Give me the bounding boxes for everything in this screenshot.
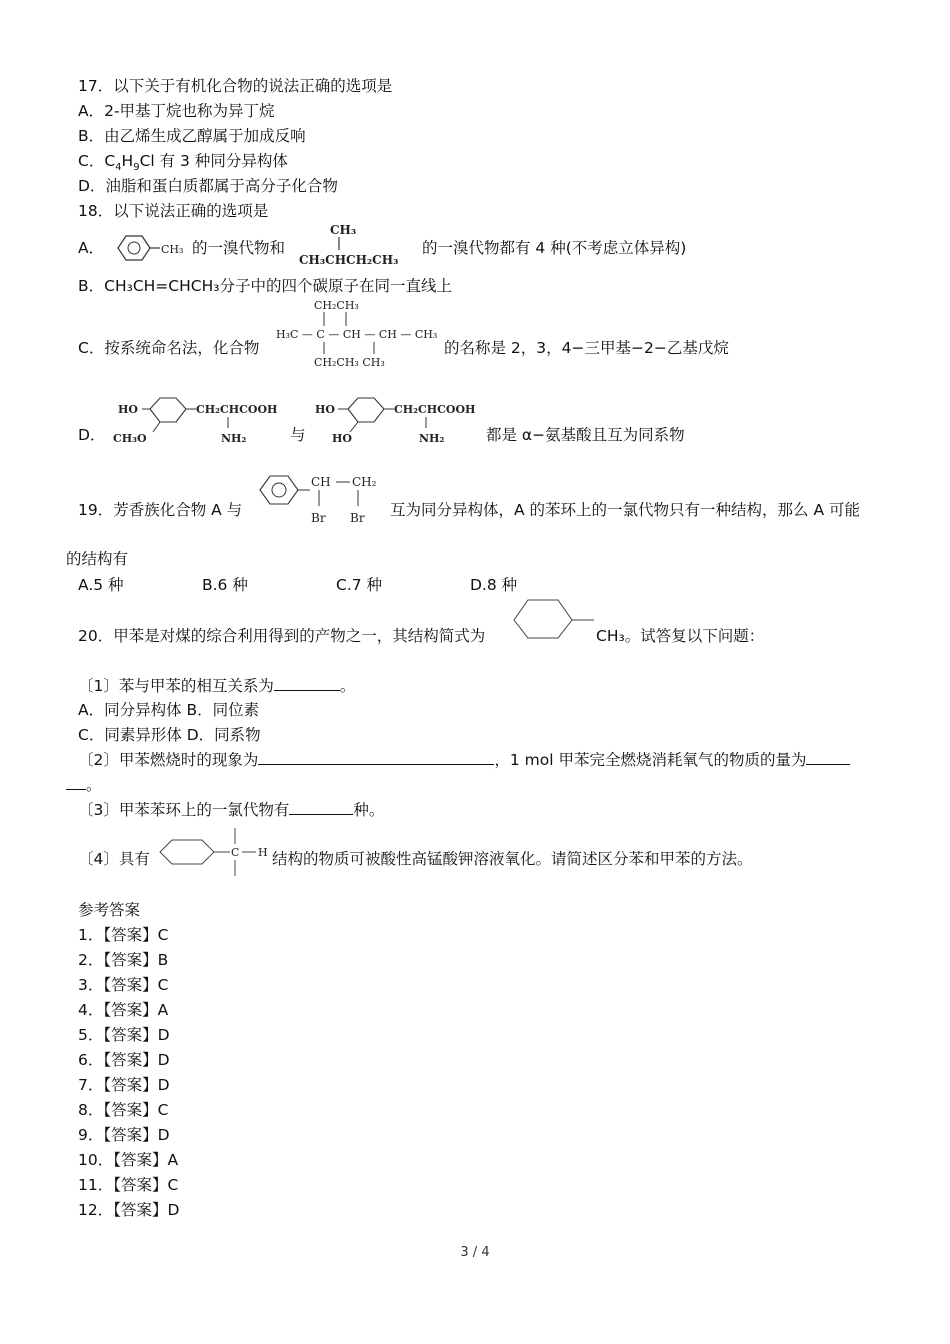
q20-p1-options-cd: C．同素异形体 D．同系物	[78, 726, 261, 744]
q19-stem-a: 19．芳香族化合物 A 与	[78, 501, 243, 519]
q19-option-c: C.7 种	[336, 576, 383, 594]
q20-p1-text: 〔1〕苯与甲苯的相互关系为	[78, 677, 274, 695]
q19-option-a: A.5 种	[78, 576, 124, 594]
benzyl-ch-structure	[156, 824, 276, 880]
q18-d-mid: 与	[290, 426, 306, 444]
ho-label: HO	[118, 403, 138, 416]
q20-stem-a: 20．甲苯是对煤的综合利用得到的产物之一，其结构简式为	[78, 627, 486, 645]
main-chain-label: CH₃CHCH₂CH₃	[299, 253, 399, 267]
answer-item: 5．【答案】D	[78, 1026, 170, 1044]
answer-item: 11．【答案】C	[78, 1176, 179, 1194]
q17-c-sub2: 9	[133, 162, 140, 174]
q17-c-mid: H	[121, 152, 134, 170]
answer-item: 9．【答案】D	[78, 1126, 170, 1144]
q17-option-d: D．油脂和蛋白质都属于高分子化合物	[78, 177, 338, 195]
q19-stem-c: 的结构有	[66, 550, 129, 568]
q20-part2	[78, 750, 850, 770]
q20-p3-b: 种。	[353, 801, 385, 819]
q18-a-mid: 的一溴代物和	[192, 239, 286, 257]
answers-title: 参考答案	[78, 901, 141, 919]
q20-p3-a: 〔3〕甲苯苯环上的一氯代物有	[78, 801, 290, 819]
q20-p4-b: 结构的物质可被酸性高锰酸钾溶液氧化。请简述区分苯和甲苯的方法。	[272, 850, 753, 868]
q17-option-a: A．2-甲基丁烷也称为异丁烷	[78, 102, 275, 120]
dibromide-structure	[254, 468, 390, 530]
q20-stem-b: CH₃。试答复以下问题：	[596, 627, 765, 645]
q20-part1	[78, 676, 355, 696]
answer-blank-4[interactable]	[289, 800, 353, 815]
q20-p1-end: 。	[339, 677, 356, 695]
answer-item: 10．【答案】A	[78, 1151, 179, 1169]
carbon-label: C	[231, 846, 240, 859]
bottom-substituents-label: CH₂CH₃ CH₃	[314, 356, 385, 369]
q19-option-b: B.6 种	[202, 576, 248, 594]
toluene-structure-b	[510, 596, 596, 642]
side-chain-label-2: CH₂CHCOOH	[394, 403, 476, 416]
answer-item: 8．【答案】C	[78, 1101, 169, 1119]
q18-c-label: C．按系统命名法，化合物	[78, 339, 260, 357]
answer-blank-2[interactable]	[258, 750, 494, 765]
answer-item: 7．【答案】D	[78, 1076, 170, 1094]
ch2-label: CH₂	[352, 475, 377, 489]
br-label-2: Br	[350, 511, 365, 525]
q18-d-end: 都是 α−氨基酸且互为同系物	[486, 426, 685, 444]
nh2-label: NH₂	[221, 432, 247, 445]
q19-option-d: D.8 种	[470, 576, 518, 594]
answer-item: 1．【答案】C	[78, 926, 169, 944]
q20-part2-cont	[66, 775, 102, 795]
answer-item: 2．【答案】B	[78, 951, 169, 969]
answer-item: 6．【答案】D	[78, 1051, 170, 1069]
branched-alkane-structure	[274, 296, 440, 374]
q18-d-label: D．	[78, 426, 106, 444]
q17-stem: 17．以下关于有机化合物的说法正确的选项是	[78, 77, 393, 95]
ch-label: CH	[311, 475, 331, 489]
methylbutane-structure	[296, 220, 418, 270]
page-number: 3 / 4	[460, 1245, 490, 1260]
q17-c-sub1: 4	[115, 162, 122, 174]
answer-item: 3．【答案】C	[78, 976, 169, 994]
q20-part3	[78, 800, 384, 820]
hydrogen-label: H	[258, 846, 268, 859]
answer-item: 12．【答案】D	[78, 1201, 180, 1219]
ho-label-2a: HO	[315, 403, 335, 416]
q18-c-end: 的名称是 2，3，4−三甲基−2−乙基戊烷	[444, 339, 729, 357]
q17-option-b: B．由乙烯生成乙醇属于加成反响	[78, 127, 306, 145]
toluene-structure-a	[108, 230, 188, 266]
q17-c-pre: C．C	[78, 152, 116, 170]
amino-acid-structure-1	[108, 392, 288, 452]
ch3-label: CH₃	[161, 243, 184, 256]
q17-c-post: Cl 有 3 种同分异构体	[139, 152, 288, 170]
q18-a-label: A．	[78, 239, 105, 257]
nh2-label-2: NH₂	[419, 432, 445, 445]
main-chain-c-label: H₃C — C — CH — CH — CH₃	[276, 328, 438, 341]
ho-label-2b: HO	[332, 432, 352, 445]
side-chain-label: CH₂CHCOOH	[196, 403, 278, 416]
amino-acid-structure-2	[310, 392, 490, 452]
methyl-branch-label: CH₃	[330, 223, 357, 237]
q18-option-b: B．CH₃CH=CHCH₃分子中的四个碳原子在同一直线上	[78, 277, 452, 295]
q20-p4-a: 〔4〕具有	[78, 850, 150, 868]
q20-p2-a: 〔2〕甲苯燃烧时的现象为	[78, 751, 259, 769]
q20-p2-b: ，1 mol 甲苯完全燃烧消耗氧气的物质的量为	[494, 751, 807, 769]
answer-item: 4．【答案】A	[78, 1001, 169, 1019]
q18-a-end: 的一溴代物都有 4 种(不考虑立体异构)	[422, 239, 687, 257]
q20-p2-end: 。	[86, 776, 102, 794]
q18-stem: 18．以下说法正确的选项是	[78, 202, 269, 220]
answer-blank-3-cont[interactable]	[66, 775, 86, 790]
q20-p1-options-ab: A．同分异构体 B．同位素	[78, 701, 260, 719]
answer-blank-3[interactable]	[806, 750, 850, 765]
answer-blank-1[interactable]	[274, 676, 340, 691]
br-label-1: Br	[311, 511, 326, 525]
methoxy-label: CH₃O	[113, 432, 147, 445]
top-ethyl-label: CH₂CH₃	[314, 299, 359, 312]
q17-option-c	[78, 151, 288, 174]
q19-stem-b: 互为同分异构体，A 的苯环上的一氯代物只有一种结构，那么 A 可能	[390, 501, 860, 519]
